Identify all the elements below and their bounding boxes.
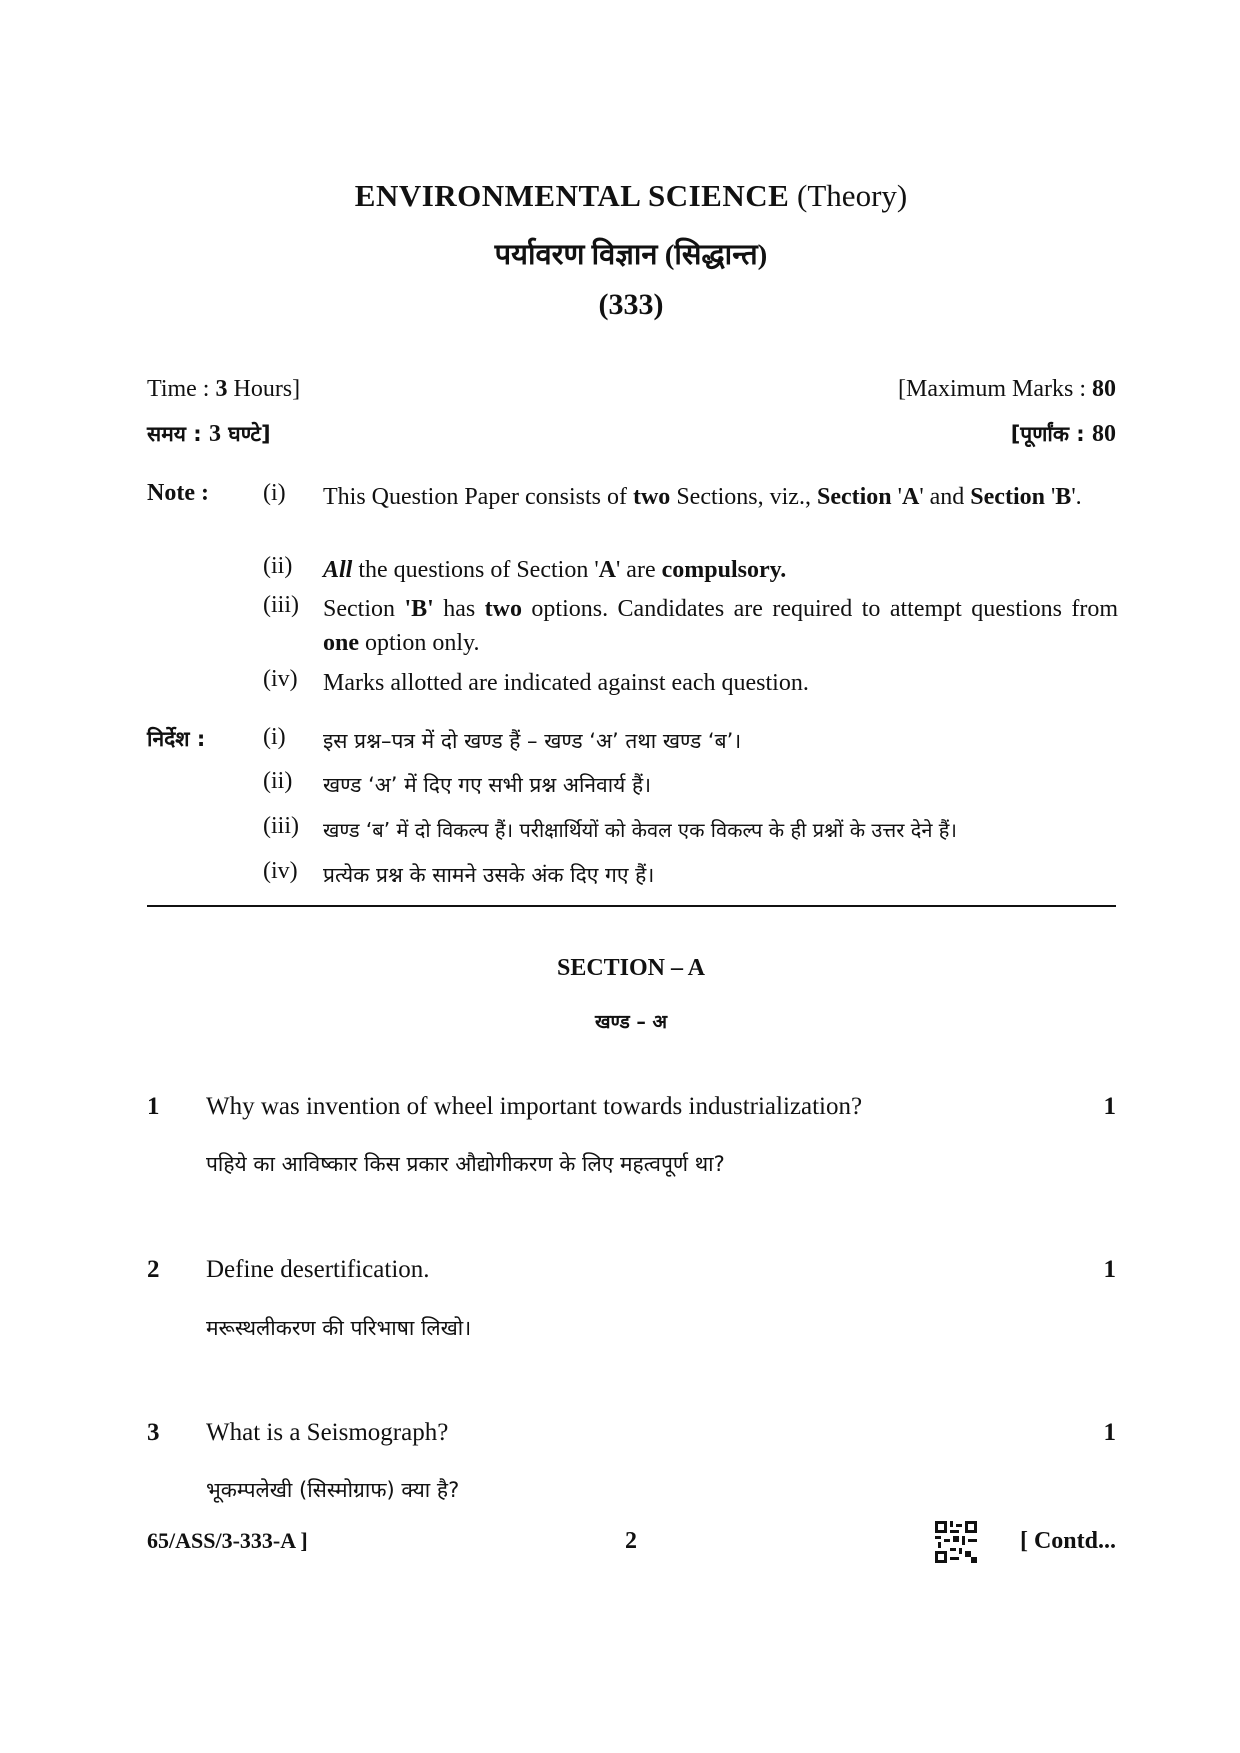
question-text-hindi: पहिये का आविष्कार किस प्रकार औद्योगीकरण के लिए महत्वपूर्ण था? [206, 1152, 725, 1176]
section-title: SECTION – A [556, 955, 706, 981]
note-hindi-item-2: खण्ड ‘अ’ में दिए गए सभी प्रश्न अनिवार्य हैं। [323, 773, 652, 797]
note-item-2: All the questions of Section 'A' are compulsory. [323, 557, 787, 583]
note-label: Note : [147, 480, 209, 506]
footer-page-number: 2 [625, 1528, 637, 1554]
note-item-number: (ii) [263, 553, 293, 579]
note-item-4: Marks allotted are indicated against each question. [323, 670, 809, 696]
note-hindi-item-3: खण्ड ‘ब’ में दो विकल्प हैं। परीक्षार्थियों को केवल एक विकल्प के ही प्रश्नों के उत्तर देने हैं। [323, 818, 958, 842]
note-hindi-item-4: प्रत्येक प्रश्न के सामने उसके अंक दिए गए हैं। [323, 863, 655, 887]
note-item-number: (iv) [263, 858, 298, 884]
max-marks-line: [Maximum Marks : 80 [898, 376, 1116, 402]
question-text: Why was invention of wheel important towards industrialization? [206, 1093, 863, 1120]
paper-title-paren: (Theory) [797, 178, 908, 213]
note-item-3: Section 'B' has two options. Candidates are required to attempt questions from one option only. [323, 596, 1118, 656]
footer-paper-code: 65/ASS/3-333-A ] [147, 1528, 308, 1553]
question-number: 2 [147, 1256, 160, 1283]
time-line-hindi: समय : 3 घण्टे] [147, 421, 271, 447]
qr-code-icon [935, 1521, 977, 1563]
paper-title [0, 178, 1240, 214]
paper-code: (333) [598, 288, 664, 321]
note-label-hindi: निर्देश : [147, 727, 206, 751]
time-line: Time : 3 Hours] [147, 376, 301, 402]
question-text: Define desertification. [206, 1256, 430, 1283]
max-marks-line-hindi: [पूर्णांक : 80 [1010, 421, 1116, 447]
note-item-1: This Question Paper consists of two Sections, viz., Section 'A' and Section 'B'. [323, 484, 1082, 510]
question-number: 1 [147, 1093, 160, 1120]
question-marks: 1 [1103, 1093, 1116, 1120]
question-text: What is a Seismograph? [206, 1419, 449, 1446]
paper-title-hindi: पर्यावरण विज्ञान (सिद्धान्त) [494, 239, 768, 271]
footer-continued: [ Contd... [1019, 1528, 1116, 1554]
note-item-number: (iv) [263, 666, 298, 692]
question-text-hindi: मरूस्थलीकरण की परिभाषा लिखो। [206, 1316, 472, 1340]
question-marks: 1 [1103, 1256, 1116, 1283]
question-marks: 1 [1103, 1419, 1116, 1446]
note-item-number: (i) [263, 724, 286, 750]
note-item-number: (i) [263, 480, 286, 506]
note-item-number: (ii) [263, 768, 293, 794]
section-title-hindi: खण्ड – अ [595, 1011, 667, 1033]
note-item-number: (iii) [263, 813, 299, 839]
note-item-number: (iii) [263, 592, 299, 618]
question-number: 3 [147, 1419, 160, 1446]
note-hindi-item-1: इस प्रश्न–पत्र में दो खण्ड हैं – खण्ड ‘अ’ तथा खण्ड ‘ब’। [323, 729, 742, 753]
divider-rule [147, 905, 1116, 907]
question-text-hindi: भूकम्पलेखी (सिस्मोग्राफ) क्या है? [206, 1478, 460, 1502]
paper-title-main: ENVIRONMENTAL SCIENCE [354, 178, 790, 213]
